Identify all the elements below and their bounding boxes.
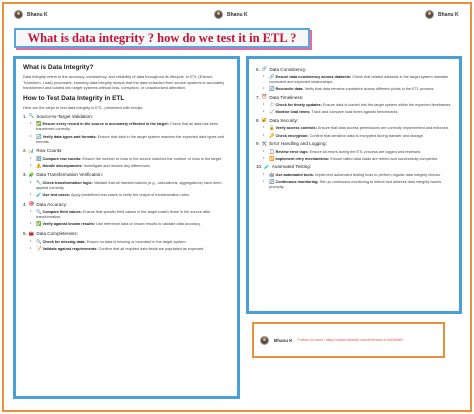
- bullet-text: Ensure that data access permissions are correctly implemented and enforced.: [316, 126, 449, 131]
- section-emoji-icon: 🧩: [28, 171, 35, 177]
- section-title: Data Security:: [269, 117, 299, 123]
- left-content-panel: [13, 56, 240, 399]
- bullet-bold-label: Ensure data consistency across datasets:: [275, 75, 352, 79]
- bullet-emoji-icon: 🔒: [269, 125, 275, 131]
- list-item: [264, 102, 452, 108]
- bullet-text: Confirm that all required data fields are populated as expected.: [97, 246, 205, 251]
- bullet-emoji-icon: 🔢: [36, 155, 42, 161]
- bullet-emoji-icon: ✅: [36, 221, 42, 227]
- intro-paragraph: Data integrity refers to the accuracy, consistency, and reliability of data throughout its lifecycle. In ETL (Extract, Transform, Load) processes, ensuring data integrity means that the data extracted from source systems is accurately transformed and loaded into target systems without loss, corruption, or unauthorized alteration.: [23, 74, 225, 91]
- section-emoji-icon: 🔐: [261, 117, 268, 123]
- bullet-list: [31, 156, 230, 169]
- bullet-emoji-icon: 🔄: [269, 86, 275, 92]
- section-number: 5.: [23, 231, 27, 236]
- section-title: Automated Testing:: [271, 164, 312, 170]
- bullet-text: Verify that data remains consistent across different points in the ETL process.: [303, 87, 435, 92]
- section-emoji-icon: 🧰: [28, 230, 35, 236]
- section-number: 2.: [23, 148, 27, 154]
- section-number: 1.: [23, 113, 27, 119]
- bullet-text: Check that all data has been transferred correctly.: [36, 122, 219, 132]
- section-header: [256, 164, 452, 170]
- section-number: 3.: [23, 172, 27, 178]
- bullet-bold-label: Compare row counts:: [42, 156, 82, 161]
- section-emoji-icon: 🧪: [264, 163, 270, 169]
- bullet-list: [31, 209, 230, 227]
- list-item: [31, 163, 230, 169]
- author-tag-center: [214, 10, 248, 19]
- numbered-section: [256, 117, 452, 138]
- section-header: [256, 94, 452, 100]
- list-item: [31, 121, 230, 132]
- bullet-bold-label: Review error logs:: [275, 149, 309, 154]
- section-title: Row Counts:: [36, 148, 63, 154]
- section-emoji-icon: 🔗: [261, 66, 268, 71]
- numbered-section: [256, 141, 452, 162]
- bullet-bold-label: Check for missing data:: [42, 239, 86, 244]
- section-header: [23, 148, 230, 154]
- bullet-emoji-icon: ✅: [36, 121, 42, 127]
- numbered-section: [256, 94, 452, 115]
- bullet-list: [264, 125, 452, 138]
- section-title: Data Accuracy:: [36, 201, 68, 207]
- section-emoji-icon: ⏰: [261, 94, 268, 100]
- bullet-list: [264, 172, 452, 190]
- bullet-text: Investigate and resolve any differences.: [82, 163, 151, 168]
- numbered-section: [23, 172, 230, 198]
- list-item: [264, 109, 452, 115]
- bullet-text: Track and compare load times against benchmarks.: [310, 110, 399, 115]
- section-emoji-icon: 🔍: [28, 113, 35, 119]
- bullet-emoji-icon: 📋: [269, 148, 275, 154]
- bullet-list: [31, 239, 230, 252]
- bullet-bold-label: Validate against requirements:: [42, 246, 98, 251]
- bullet-text: Confirm that sensitive data is encrypted during transfer and storage.: [308, 133, 424, 138]
- bullet-list: [264, 102, 452, 115]
- bullet-text: Ensure the number of rows in the source matches the number of rows in the target.: [81, 156, 223, 161]
- section-header: [23, 172, 230, 178]
- bullet-emoji-icon: 🔄: [36, 133, 42, 139]
- section-title: Source-to-Target Validation:: [36, 113, 93, 119]
- section-header: [23, 201, 230, 207]
- bullet-text: Ensure data is loaded into the target system within the expected timeframes.: [321, 103, 452, 108]
- list-item: [31, 134, 230, 145]
- section-title: Data Transformation Verification:: [36, 172, 103, 178]
- bullet-text: Ensure all errors during the ETL process are logged and reviewed.: [308, 149, 422, 154]
- section-title: Data Timeliness:: [269, 94, 304, 100]
- section-number: 9.: [256, 141, 260, 147]
- bullet-bold-label: Monitor load times:: [275, 110, 311, 115]
- section-emoji-icon: 📊: [28, 147, 35, 153]
- follow-card: [252, 322, 445, 358]
- bullet-text: Ensure failed data loads are retried and successfully completed.: [329, 156, 438, 161]
- bullet-text: Check that related datasets in the target system maintain consistent and expected relationships.: [269, 75, 449, 85]
- bullet-text: Ensure that specific field values in the target match those in the source after transformation.: [36, 210, 211, 220]
- author-tag-left: [14, 10, 48, 19]
- subsection-heading: How to Test Data Integrity in ETL: [23, 94, 125, 102]
- bullet-emoji-icon: ⚠️: [36, 162, 42, 168]
- bullet-list: [31, 121, 230, 144]
- follow-author-name: Bhanu K: [274, 337, 293, 343]
- list-item: [31, 209, 230, 220]
- test-intro-paragraph: Here are the steps to test data integrity in ETL, presented with emojis:: [23, 104, 144, 110]
- bullet-bold-label: Check transformation logic:: [42, 180, 93, 185]
- list-item: [264, 74, 452, 85]
- section-number: 4.: [23, 201, 27, 207]
- section-header: [256, 141, 452, 147]
- list-item: [31, 221, 230, 227]
- list-item: [264, 86, 452, 92]
- list-item: [264, 172, 452, 178]
- avatar: [260, 336, 269, 345]
- section-heading: What is Data Integrity?: [23, 64, 94, 71]
- bullet-emoji-icon: 🔍: [36, 238, 42, 244]
- list-item: [31, 239, 230, 245]
- bullet-emoji-icon: 🔁: [269, 155, 275, 161]
- author-tag-right: [425, 10, 459, 19]
- list-item: [31, 156, 230, 162]
- list-item: [31, 192, 230, 198]
- list-item: [264, 133, 452, 139]
- bullet-emoji-icon: 📝: [36, 245, 42, 251]
- numbered-section: [23, 113, 230, 144]
- numbered-section: [256, 66, 452, 92]
- bullet-emoji-icon: 🔍: [36, 209, 42, 215]
- list-item: [264, 125, 452, 131]
- bullet-text: Use reference data or known results to validate data accuracy.: [95, 222, 201, 227]
- list-item: [264, 156, 452, 162]
- bullet-list: [264, 149, 452, 162]
- section-header: [256, 117, 452, 123]
- right-section-list: [256, 66, 452, 190]
- list-item: [31, 180, 230, 191]
- numbered-section: [23, 231, 230, 252]
- left-section-list: [23, 113, 230, 251]
- section-title: Error Handling and Logging:: [269, 141, 327, 147]
- list-item: [264, 149, 452, 155]
- section-number: 10.: [256, 164, 263, 170]
- bullet-emoji-icon: ⏱️: [269, 102, 275, 108]
- bullet-bold-label: Check encryption:: [275, 133, 309, 138]
- author-name: Bhanu K: [438, 11, 459, 18]
- follow-link[interactable]: Follow for more: https://www.linkedin.com/in/bhanu-k-4b0b0b0/: [297, 338, 404, 342]
- bullet-emoji-icon: 🔑: [269, 132, 275, 138]
- bullet-text: Set up continuous monitoring to detect and address data integrity issues promptly.: [269, 179, 442, 190]
- section-number: 6.: [256, 66, 260, 72]
- bullet-text: Validate that all transformations (e.g., calculations, aggregations) have been applied correctly.: [36, 180, 222, 191]
- bullet-emoji-icon: 🔗: [269, 74, 275, 79]
- bullet-text: Apply predefined test cases to verify the output of transformation rules.: [70, 193, 190, 198]
- numbered-section: [23, 148, 230, 169]
- section-header: [256, 66, 452, 72]
- section-header: [23, 113, 230, 119]
- bullet-bold-label: Use test cases:: [42, 193, 71, 198]
- section-header: [23, 231, 230, 237]
- bullet-bold-label: Verify against known results:: [42, 222, 96, 227]
- section-emoji-icon: 🛠️: [261, 140, 268, 146]
- bullet-text: Ensure that data in the target system matches the expected data types and formats.: [36, 134, 224, 144]
- bullet-bold-label: Verify access controls:: [275, 126, 317, 131]
- bullet-bold-label: Reconcile data:: [275, 87, 304, 92]
- bullet-list: [31, 180, 230, 198]
- section-title: Data Consistency:: [269, 66, 307, 72]
- right-content-panel: [246, 56, 462, 314]
- bullet-bold-label: Check for timely updates:: [275, 103, 322, 108]
- author-name: Bhanu K: [27, 11, 48, 18]
- numbered-section: [23, 201, 230, 227]
- numbered-section: [256, 164, 452, 190]
- section-number: 7.: [256, 94, 260, 100]
- section-title: Data Completeness:: [36, 231, 78, 236]
- bullet-bold-label: Continuous monitoring:: [275, 179, 319, 184]
- section-number: 8.: [256, 117, 260, 123]
- bullet-emoji-icon: 🧪: [36, 192, 42, 198]
- bullet-emoji-icon: 🔄: [269, 178, 275, 184]
- bullet-bold-label: Ensure every record in the source is accurately reflected in the target:: [42, 122, 169, 127]
- bullet-bold-label: Implement retry mechanisms:: [275, 156, 330, 161]
- avatar: [214, 10, 223, 19]
- bullet-emoji-icon: 🔧: [36, 179, 42, 185]
- list-item: [264, 179, 452, 190]
- bullet-bold-label: Use automated tools:: [275, 172, 315, 177]
- section-emoji-icon: 🎯: [28, 201, 35, 207]
- bullet-text: Implement automated testing tools to perform regular data integrity checks.: [314, 172, 442, 177]
- page-title: What is data integrity ? how do we test it in ETL ?: [14, 28, 310, 48]
- author-name: Bhanu K: [227, 11, 248, 18]
- bullet-bold-label: Handle discrepancies:: [42, 163, 83, 168]
- avatar: [425, 10, 434, 19]
- bullet-emoji-icon: 🤖: [269, 171, 275, 177]
- bullet-bold-label: Verify data types and formats:: [42, 134, 97, 139]
- bullet-text: Ensure no data is missing or truncated in the target system.: [85, 239, 187, 244]
- bullet-emoji-icon: 📈: [269, 109, 275, 115]
- list-item: [31, 246, 230, 252]
- bullet-list: [264, 74, 452, 92]
- avatar: [14, 10, 23, 19]
- bullet-bold-label: Compare field values:: [42, 210, 82, 215]
